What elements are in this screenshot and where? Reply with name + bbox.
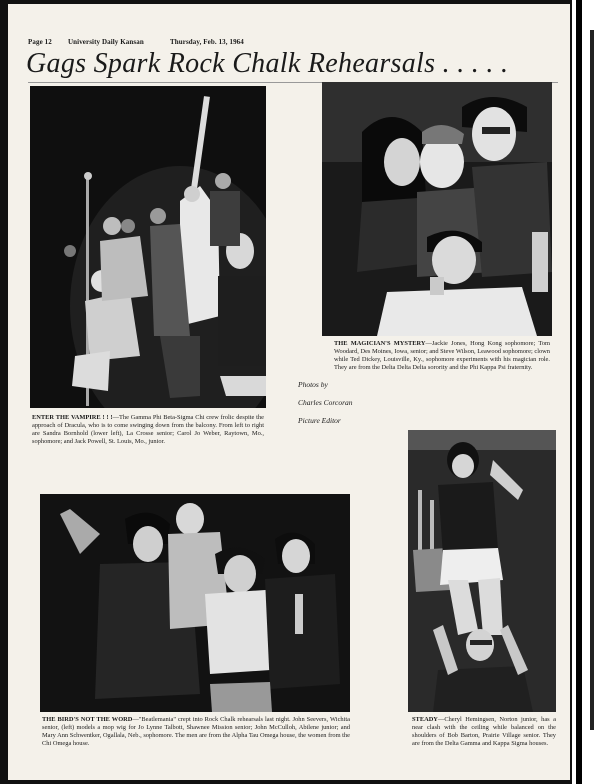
page-edge-shadow [576,0,582,784]
vampire-caption-text: —The Gamma Phi Beta-Sigma Chi crew frolic despite the approach of Dracula, who is to come swinging down from the balcony. From left to right are Sandra Bornhold (lower left), La Crosse senior; Carol Jo Weber, Raytown, Mo., sophomore; and Jack Powell, St. Louis, Mo., junior. [32,414,264,445]
bird-caption-text: —"Beatlemania" crept into Rock Chalk rehearsals last night. John Seevers, Wichita senior, (left) models a mop wig for Jo Lynne Talbott, Shawnee Mission senior; John McCulloh, Abilene junior; and Mary Ann Schwentker, Ogallala, Neb., sophomore. The men are from the Alpha Tau Omega house, the women from the Chi Omega house. [42,716,350,747]
shoulder-balance-photo [408,430,556,712]
page-headline: Gags Spark Rock Chalk Rehearsals . . . . . [26,48,509,79]
beatlemania-photo [40,494,350,712]
steady-caption [412,716,556,748]
bird-caption [42,716,350,748]
magician-caption [334,340,550,372]
bird-caption-lead: THE BIRD'S NOT THE WORD [42,716,133,723]
steady-caption-text: —Cheryl Hemingsen, Norton junior, has a near clash with the ceiling while balanced on the shoulders of Bob Barton, Prairie Village senior. They are from the Delta Gamma and Kappa Sigma houses. [412,716,556,747]
adjacent-page-edge [572,0,600,784]
vampire-rehearsal-photo [30,86,266,408]
magician-caption-text: —Jackie Jones, Hong Kong sophomore; Tom Woodard, Des Moines, Iowa, senior; and Steve Wilson, Leawood sophomore; clown while Ted Dickey, Louisville, Ky., sophomore experiments with his magician role. They are from the Delta Delta Delta sorority and the Phi Kappa Psi fraternity. [334,340,550,371]
vampire-caption [32,414,264,446]
issue-date: Thursday, Feb. 13, 1964 [170,38,244,46]
newspaper-page [8,4,570,780]
magician-caption-lead: THE MAGICIAN'S MYSTERY [334,340,426,347]
photo-credit-line2: Charles Corcoran [298,398,353,407]
photo-credit-line3: Picture Editor [298,416,341,425]
page-number: Page 12 [28,38,52,46]
steady-caption-lead: STEADY [412,716,438,723]
photo-credit-line1: Photos by [298,380,328,389]
page-edge-line [590,30,594,730]
magician-group-photo [322,82,552,336]
newspaper-name: University Daily Kansan [68,38,144,46]
vampire-caption-lead: ENTER THE VAMPIRE ! ! ! [32,414,113,421]
